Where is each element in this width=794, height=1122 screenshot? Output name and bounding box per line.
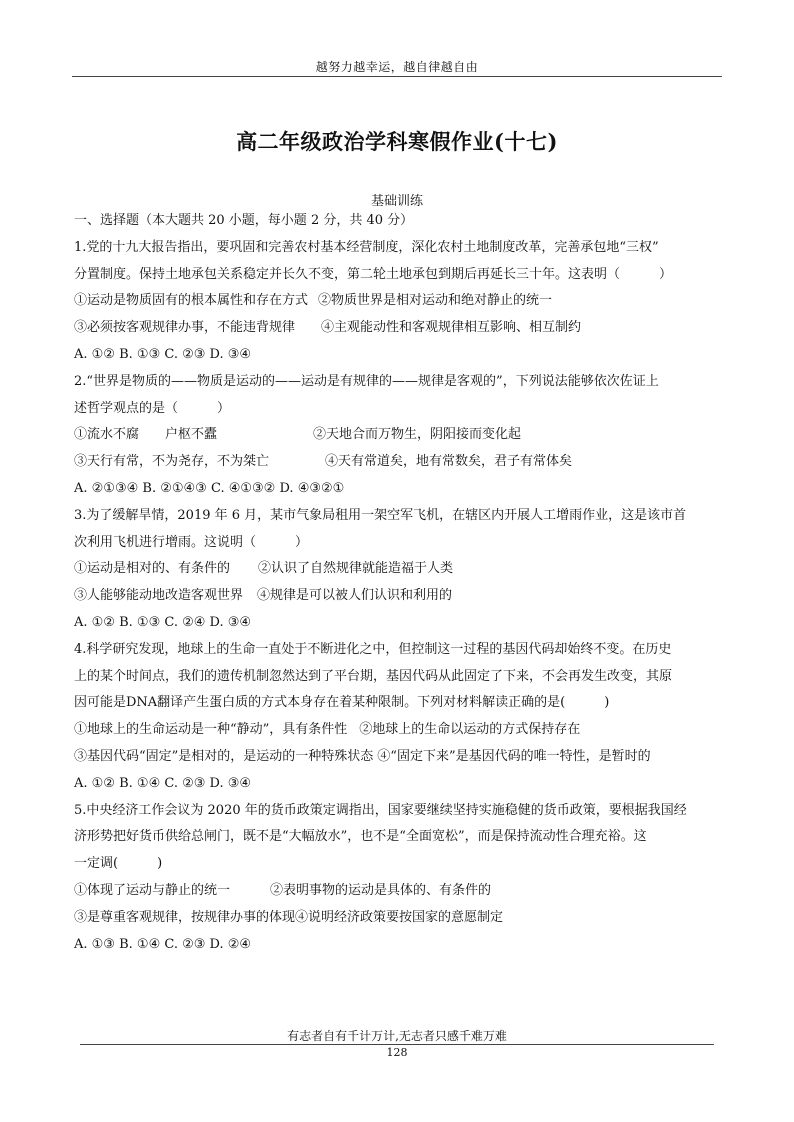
section-heading: 一、选择题（本大题共 20 小题，每小题 2 分，共 40 分） [74, 213, 414, 228]
page-title: 高二年级政治学科寒假作业(十七) [236, 129, 558, 154]
q4-stem-line-3: 因可能是DNA翻译产生蛋白质的方式本身存在着某种限制。下列对材料解读正确的是( ) [74, 695, 610, 711]
q3-options-row-2 [74, 583, 722, 610]
q5-option-3: ③是尊重客观规律，按规律办事的体现 [74, 909, 296, 925]
q1-stem-line-1: 1.党的十九大报告指出，要巩固和完善农村基本经营制度，深化农村土地制度改革，完善承包地“三权” [74, 239, 659, 255]
footer-motto: 有志者自有千计万计,无志者只感千难万难 [287, 1029, 507, 1043]
q1-option-2: ②物质世界是相对运动和绝对静止的统一 [318, 293, 553, 309]
header-motto: 越努力越幸运，越自律越自由 [315, 60, 479, 74]
q5-options-row-1 [74, 878, 722, 905]
q1-option-3: ③必须按客观规律办事，不能违背规律 [74, 320, 296, 336]
page-number: 128 [386, 1046, 408, 1059]
q4-stem-line-2: 上的某个时间点，我们的遗传机制忽然达到了平台期，基因代码从此固定了下来，不会再发生改变，其原 [74, 668, 673, 684]
q1-option-1: ①运动是物质固有的根本属性和存在方式 [74, 293, 309, 309]
q5-options-row-2 [74, 905, 722, 932]
q2-option-4: ④天有常道矣，地有常数矣，君子有常体矣 [325, 454, 573, 470]
q4-options-row-2 [74, 744, 722, 771]
q4-option-1: ①地球上的生命运动是一种“静动”，具有条件性 [74, 722, 348, 738]
q5-option-2: ②表明事物的运动是具体的、有条件的 [270, 882, 492, 898]
q3-options-row-1 [74, 556, 722, 583]
q5-stem-line-3: 一定调( ) [74, 856, 163, 872]
q1-option-4: ④主观能动性和客观规律相互影响、相互制约 [321, 320, 582, 336]
q1-options-row-2 [74, 315, 722, 342]
q4-option-2: ②地球上的生命以运动的方式保持存在 [359, 722, 581, 738]
q3-answer-choices: A. ①② B. ①③ C. ②④ D. ③④ [74, 614, 252, 630]
q3-option-1: ①运动是相对的、有条件的 [74, 561, 231, 577]
footer-divider [80, 1044, 714, 1045]
q5-option-4: ④说明经济政策要按国家的意愿制定 [295, 909, 504, 925]
q4-answer-choices: A. ①② B. ①④ C. ②③ D. ③④ [74, 775, 252, 791]
q5-answer-choices: A. ①③ B. ①④ C. ②③ D. ②④ [74, 936, 252, 952]
q1-options-row-1 [74, 288, 722, 315]
q3-stem-line-1: 3.为了缓解旱情，2019 年 6 月，某市气象局租用一架空军飞机，在辖区内开展人工增雨作业，这是该市首 [74, 507, 687, 523]
document-body [74, 208, 722, 958]
q4-option-3: ③基因代码“固定”是相对的，是运动的一种特殊状态 [74, 748, 374, 764]
q2-option-1: ①流水不腐 户枢不蠹 [74, 427, 218, 443]
header-divider [72, 76, 722, 77]
q2-stem-line-2: 述哲学观点的是（ ） [74, 400, 231, 416]
q3-stem-line-2: 次利用飞机进行增雨。这说明（ ） [74, 534, 309, 550]
q2-options-row-2 [74, 449, 722, 476]
q1-answer-choices: A. ①② B. ①③ C. ②③ D. ③④ [74, 346, 252, 362]
q2-stem-line-1: 2.“世界是物质的——物质是运动的——运动是有规律的——规律是客观的”，下列说法能够依次佐证上 [74, 373, 659, 389]
q4-options-row-1 [74, 717, 722, 744]
q5-stem-line-2: 济形势把好货币供给总闸门，既不是“大幅放水”，也不是“全面宽松”，而是保持流动性合理充裕。这 [74, 829, 647, 845]
q2-option-3: ③天行有常，不为尧存，不为桀亡 [74, 454, 270, 470]
q2-options-row-1 [74, 422, 722, 449]
q3-option-2: ②认识了自然规律就能造福于人类 [258, 561, 454, 577]
q5-option-1: ①体现了运动与静止的统一 [74, 882, 231, 898]
q3-option-4: ④规律是可以被人们认识和利用的 [257, 588, 453, 604]
q4-stem-line-1: 4.科学研究发现，地球上的生命一直处于不断进化之中，但控制这一过程的基因代码却始终不变。在历史 [74, 641, 672, 657]
q1-stem-line-2: 分置制度。保持土地承包关系稳定并长久不变，第二轮土地承包到期后再延长三十年。这表明（ ） [74, 266, 673, 282]
q3-option-3: ③人能够能动地改造客观世界 [74, 588, 244, 604]
section-subtitle: 基础训练 [370, 194, 423, 209]
q2-option-2: ②天地合而万物生，阴阳接而变化起 [313, 427, 522, 443]
q4-option-4: ④“固定下来”是基因代码的唯一特性，是暂时的 [377, 748, 651, 764]
q2-answer-choices: A. ②①③④ B. ②①④③ C. ④①③② D. ④③②① [74, 480, 345, 496]
q5-stem-line-1: 5.中央经济工作会议为 2020 年的货币政策定调指出，国家要继续坚持实施稳健的货币政策，要根据我国经 [74, 802, 687, 818]
